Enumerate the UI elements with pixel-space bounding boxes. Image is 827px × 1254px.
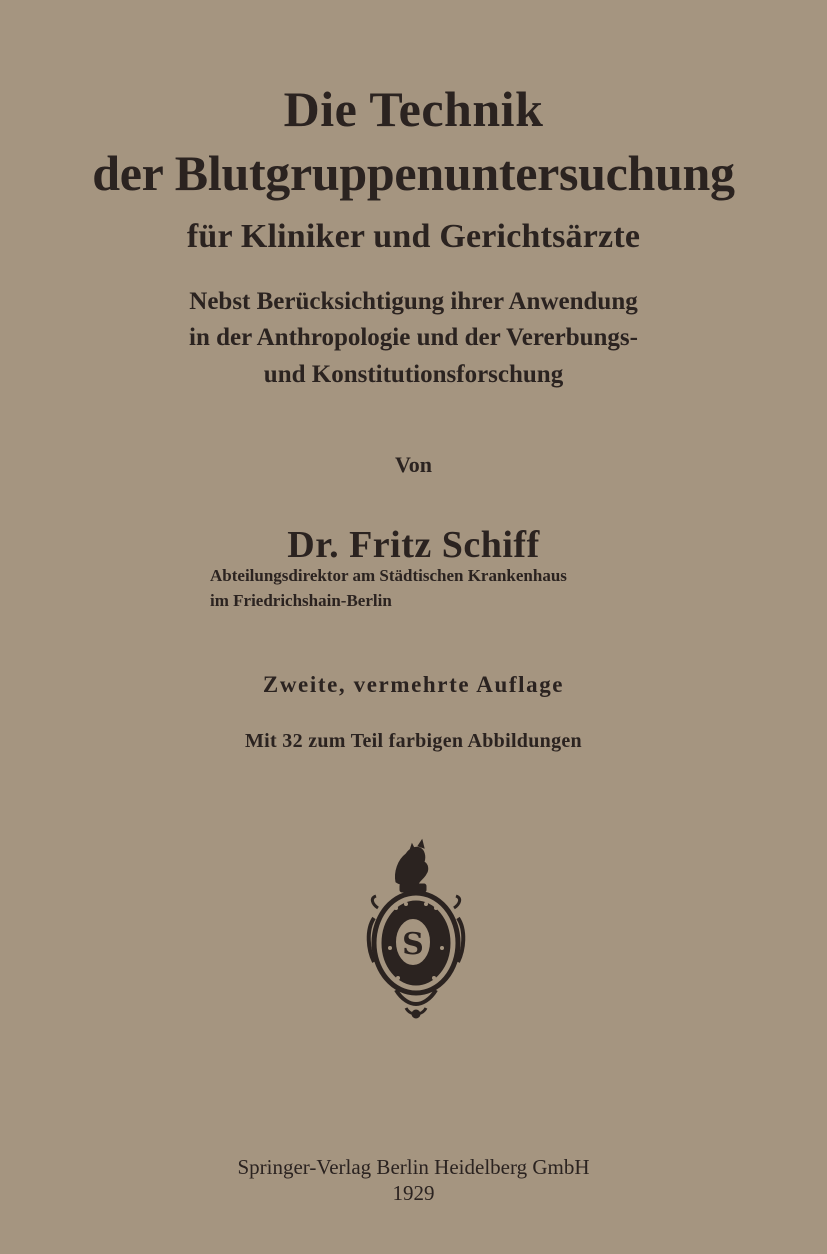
springer-monogram: S — [402, 927, 424, 962]
byline: Von — [394, 452, 433, 477]
author-affiliation-line-2: im Friedrichshain-Berlin — [210, 591, 392, 610]
subtitle-line-2: in der Anthropologie und der Vererbungs- — [189, 324, 638, 351]
subtitle-line-1: Nebst Berücksichtigung ihrer Anwendung — [189, 288, 638, 315]
springer-knight-emblem-icon — [366, 838, 466, 1023]
subtitle-line-3: und Konstitutionsforschung — [263, 361, 564, 388]
publisher-name: Springer-Verlag Berlin Heidelberg GmbH — [237, 1155, 590, 1179]
illustrations-note: Mit 32 zum Teil farbigen Abbildungen — [245, 730, 582, 752]
book-title-line-1: Die Technik — [283, 81, 544, 137]
publication-year: 1929 — [392, 1181, 435, 1205]
author-name: Dr. Fritz Schiff — [287, 524, 540, 566]
book-title-line-3: für Kliniker und Gerichtsärzte — [186, 218, 641, 255]
book-title-line-2: der Blutgruppenuntersuchung — [92, 145, 735, 201]
author-affiliation-line-1: Abteilungsdirektor am Städtischen Krankenhaus — [210, 566, 567, 585]
edition-statement: Zweite, vermehrte Auflage — [262, 672, 565, 697]
